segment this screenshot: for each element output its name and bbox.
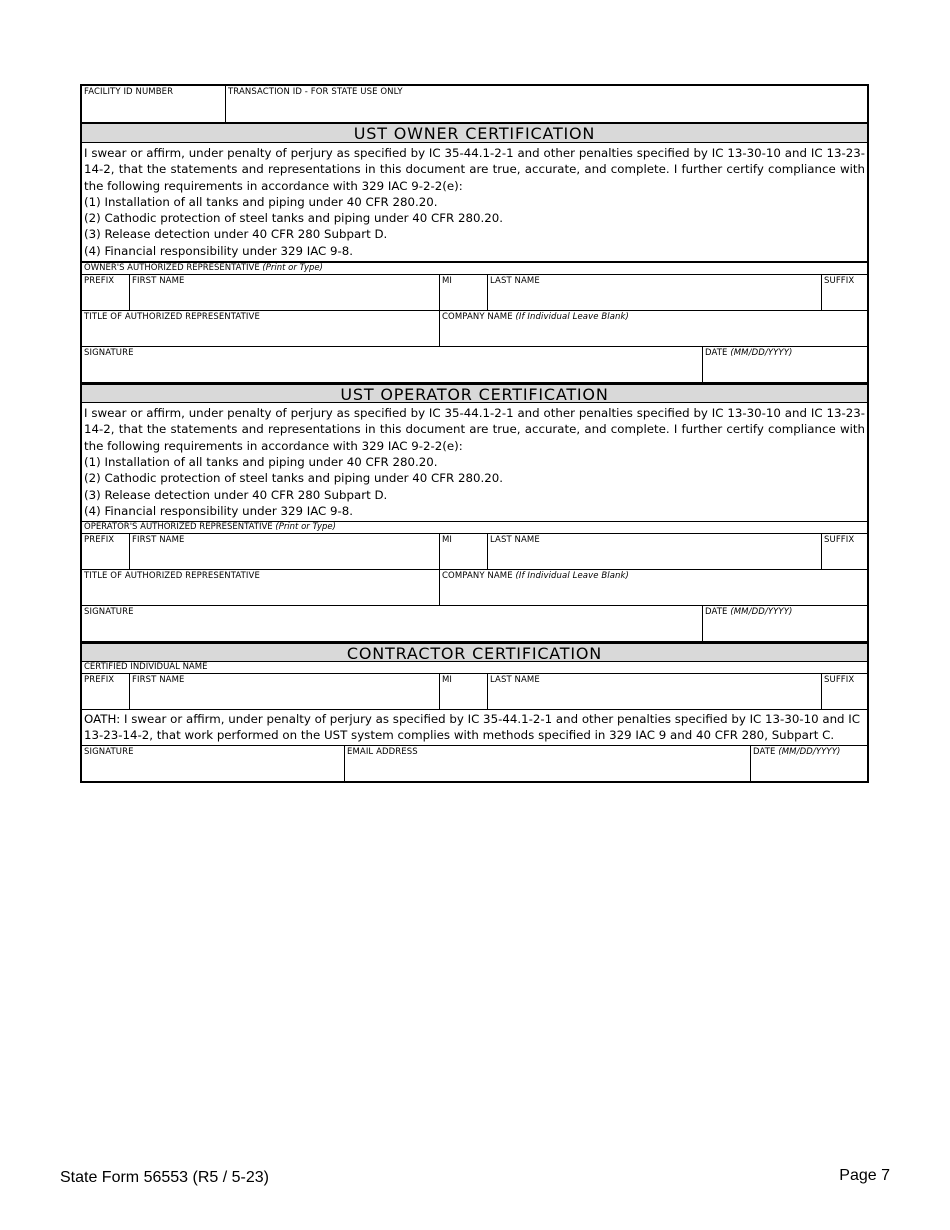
facility-id-cell[interactable] [82, 86, 225, 122]
contractor-suffix-label: SUFFIX [824, 675, 855, 686]
operator-first-name-input[interactable] [130, 546, 439, 569]
owner-date-label-text: DATE [705, 348, 728, 359]
operator-title-row [82, 569, 867, 605]
operator-rep-label [82, 521, 867, 533]
operator-suffix-input[interactable] [822, 546, 867, 569]
owner-last-name-label: LAST NAME [490, 276, 540, 287]
operator-suffix-cell[interactable] [821, 534, 867, 569]
page-number: Page 7 [839, 1167, 890, 1184]
operator-oath-req-2: (2) Cathodic protection of steel tanks and piping under 40 CFR 280.20. [84, 471, 504, 486]
owner-mi-label: MI [442, 276, 453, 287]
operator-signature-label: SIGNATURE [84, 607, 134, 618]
form-identifier: State Form 56553 (R5 / 5-23) [60, 1169, 269, 1186]
contractor-name-row [82, 673, 867, 709]
owner-mi-input[interactable] [440, 287, 487, 310]
owner-company-note: (If Individual Leave Blank) [515, 312, 629, 323]
contractor-first-name-cell[interactable] [129, 674, 439, 709]
operator-prefix-cell[interactable] [82, 534, 129, 569]
operator-suffix-label: SUFFIX [824, 535, 855, 546]
operator-prefix-label: PREFIX [84, 535, 115, 546]
owner-first-name-label: FIRST NAME [132, 276, 185, 287]
contractor-oath: OATH: I swear or affirm, under penalty of perjury as specified by IC 35-44.1-2-1 and other penalties specified by IC 13-30-10 and IC 13-23-14-2, that work performed on the UST system complies with methods specified in 329 IAC 9 and 40 CFR 280, Subpart C. [82, 709, 867, 745]
operator-company-note: (If Individual Leave Blank) [515, 571, 629, 582]
owner-signature-label: SIGNATURE [84, 348, 134, 359]
operator-section-title: UST OPERATOR CERTIFICATION [82, 382, 867, 403]
facility-id-label: FACILITY ID NUMBER [84, 87, 174, 97]
owner-oath-main: I swear or affirm, under penalty of perjury as specified by IC 35-44.1-2-1 and other penalties specified by IC 13-30-10 and IC 13-23-14-2, that the statements and representations in this document are true, accurate, and complete. I further certify compliance with the following requirements in accordance with 329 IAC 9-2-2(e): [84, 146, 865, 193]
operator-company-cell[interactable] [439, 570, 867, 605]
owner-date-label [703, 347, 867, 359]
owner-company-label [440, 311, 867, 323]
owner-last-name-cell[interactable] [487, 275, 821, 310]
owner-section-title: UST OWNER CERTIFICATION [82, 122, 867, 143]
owner-name-row [82, 274, 867, 310]
owner-company-cell[interactable] [439, 311, 867, 346]
contractor-date-note: (MM/DD/YYYY) [778, 746, 841, 757]
contractor-prefix-cell[interactable] [82, 674, 129, 709]
operator-date-label-text: DATE [705, 607, 728, 618]
contractor-individual-label: CERTIFIED INDIVIDUAL NAME [84, 662, 208, 673]
owner-suffix-cell[interactable] [821, 275, 867, 310]
contractor-mi-cell[interactable] [439, 674, 487, 709]
owner-date-note: (MM/DD/YYYY) [730, 348, 793, 359]
owner-oath [82, 143, 867, 261]
operator-oath-req-1: (1) Installation of all tanks and piping under 40 CFR 280.20. [84, 454, 438, 469]
owner-signature-row [82, 346, 867, 382]
operator-oath-req-3: (3) Release detection under 40 CFR 280 Subpart D. [84, 487, 388, 502]
contractor-date-input[interactable] [751, 758, 867, 781]
operator-oath [82, 403, 867, 521]
operator-company-input[interactable] [440, 582, 867, 605]
operator-title-input[interactable] [82, 582, 439, 605]
owner-suffix-input[interactable] [822, 287, 867, 310]
operator-date-note: (MM/DD/YYYY) [730, 607, 793, 618]
operator-date-input[interactable] [703, 618, 867, 641]
operator-signature-row [82, 605, 867, 641]
transaction-id-label: TRANSACTION ID - FOR STATE USE ONLY [228, 87, 403, 97]
owner-title-input[interactable] [82, 323, 439, 346]
operator-prefix-input[interactable] [82, 546, 129, 569]
transaction-id-cell [225, 86, 867, 122]
owner-signature-input[interactable] [82, 359, 702, 382]
contractor-mi-input[interactable] [440, 686, 487, 709]
operator-last-name-label: LAST NAME [490, 535, 540, 546]
operator-title-cell[interactable] [82, 570, 439, 605]
operator-mi-cell[interactable] [439, 534, 487, 569]
owner-rep-label [82, 261, 867, 274]
facility-id-input[interactable] [82, 98, 225, 122]
contractor-date-cell[interactable] [750, 746, 867, 781]
owner-company-input[interactable] [440, 323, 867, 346]
contractor-suffix-cell[interactable] [821, 674, 867, 709]
contractor-date-label [751, 746, 867, 758]
operator-mi-input[interactable] [440, 546, 487, 569]
owner-date-input[interactable] [703, 359, 867, 382]
owner-oath-req-2: (2) Cathodic protection of steel tanks and piping under 40 CFR 280.20. [84, 211, 504, 226]
contractor-signature-input[interactable] [82, 758, 344, 781]
operator-mi-label: MI [442, 535, 453, 546]
owner-last-name-input[interactable] [488, 287, 821, 310]
owner-rep-note: (Print or Type) [262, 263, 323, 274]
contractor-prefix-input[interactable] [82, 686, 129, 709]
owner-first-name-cell[interactable] [129, 275, 439, 310]
contractor-last-name-input[interactable] [488, 686, 821, 709]
owner-title-row [82, 310, 867, 346]
operator-rep-note: (Print or Type) [275, 522, 336, 533]
operator-last-name-input[interactable] [488, 546, 821, 569]
owner-signature-cell[interactable] [82, 347, 702, 382]
contractor-prefix-label: PREFIX [84, 675, 115, 686]
operator-last-name-cell[interactable] [487, 534, 821, 569]
owner-rep-label-text: OWNER'S AUTHORIZED REPRESENTATIVE [84, 263, 260, 274]
contractor-date-label-text: DATE [753, 746, 776, 757]
owner-title-label: TITLE OF AUTHORIZED REPRESENTATIVE [84, 312, 260, 323]
contractor-signature-label: SIGNATURE [84, 746, 134, 757]
owner-date-cell[interactable] [702, 347, 867, 382]
owner-prefix-cell[interactable] [82, 275, 129, 310]
contractor-email-cell[interactable] [344, 746, 750, 781]
contractor-first-name-input[interactable] [130, 686, 439, 709]
operator-rep-label-text: OPERATOR'S AUTHORIZED REPRESENTATIVE [84, 522, 273, 533]
operator-signature-input[interactable] [82, 618, 702, 641]
contractor-section-title: CONTRACTOR CERTIFICATION [82, 641, 867, 662]
operator-oath-req-4: (4) Financial responsibility under 329 IAC 9-8. [84, 503, 354, 518]
operator-first-name-label: FIRST NAME [132, 535, 185, 546]
operator-date-label [703, 606, 867, 618]
operator-name-row [82, 533, 867, 569]
operator-company-label-text: COMPANY NAME [442, 571, 513, 582]
id-row [82, 86, 867, 122]
certification-form [80, 84, 869, 783]
owner-title-cell[interactable] [82, 311, 439, 346]
contractor-email-input[interactable] [345, 758, 750, 781]
owner-prefix-input[interactable] [82, 287, 129, 310]
contractor-email-label: EMAIL ADDRESS [347, 746, 418, 757]
contractor-last-name-label: LAST NAME [490, 675, 540, 686]
contractor-signature-row [82, 745, 867, 781]
operator-title-label: TITLE OF AUTHORIZED REPRESENTATIVE [84, 571, 260, 582]
operator-oath-main: I swear or affirm, under penalty of perjury as specified by IC 35-44.1-2-1 and other penalties specified by IC 13-30-10 and IC 13-23-14-2, that the statements and representations in this document are true, accurate, and complete. I further certify compliance with the following requirements in accordance with 329 IAC 9-2-2(e): [84, 406, 865, 453]
contractor-suffix-input[interactable] [822, 686, 867, 709]
contractor-last-name-cell[interactable] [487, 674, 821, 709]
operator-first-name-cell[interactable] [129, 534, 439, 569]
owner-prefix-label: PREFIX [84, 276, 115, 287]
contractor-mi-label: MI [442, 675, 453, 686]
owner-suffix-label: SUFFIX [824, 276, 855, 287]
owner-mi-cell[interactable] [439, 275, 487, 310]
contractor-signature-cell[interactable] [82, 746, 344, 781]
owner-company-label-text: COMPANY NAME [442, 312, 513, 323]
operator-company-label [440, 570, 867, 582]
owner-oath-req-3: (3) Release detection under 40 CFR 280 Subpart D. [84, 227, 388, 242]
operator-signature-cell[interactable] [82, 606, 702, 641]
owner-oath-req-1: (1) Installation of all tanks and piping under 40 CFR 280.20. [84, 194, 438, 209]
owner-oath-req-4: (4) Financial responsibility under 329 IAC 9-8. [84, 243, 354, 258]
operator-date-cell[interactable] [702, 606, 867, 641]
owner-first-name-input[interactable] [130, 287, 439, 310]
contractor-first-name-label: FIRST NAME [132, 675, 185, 686]
